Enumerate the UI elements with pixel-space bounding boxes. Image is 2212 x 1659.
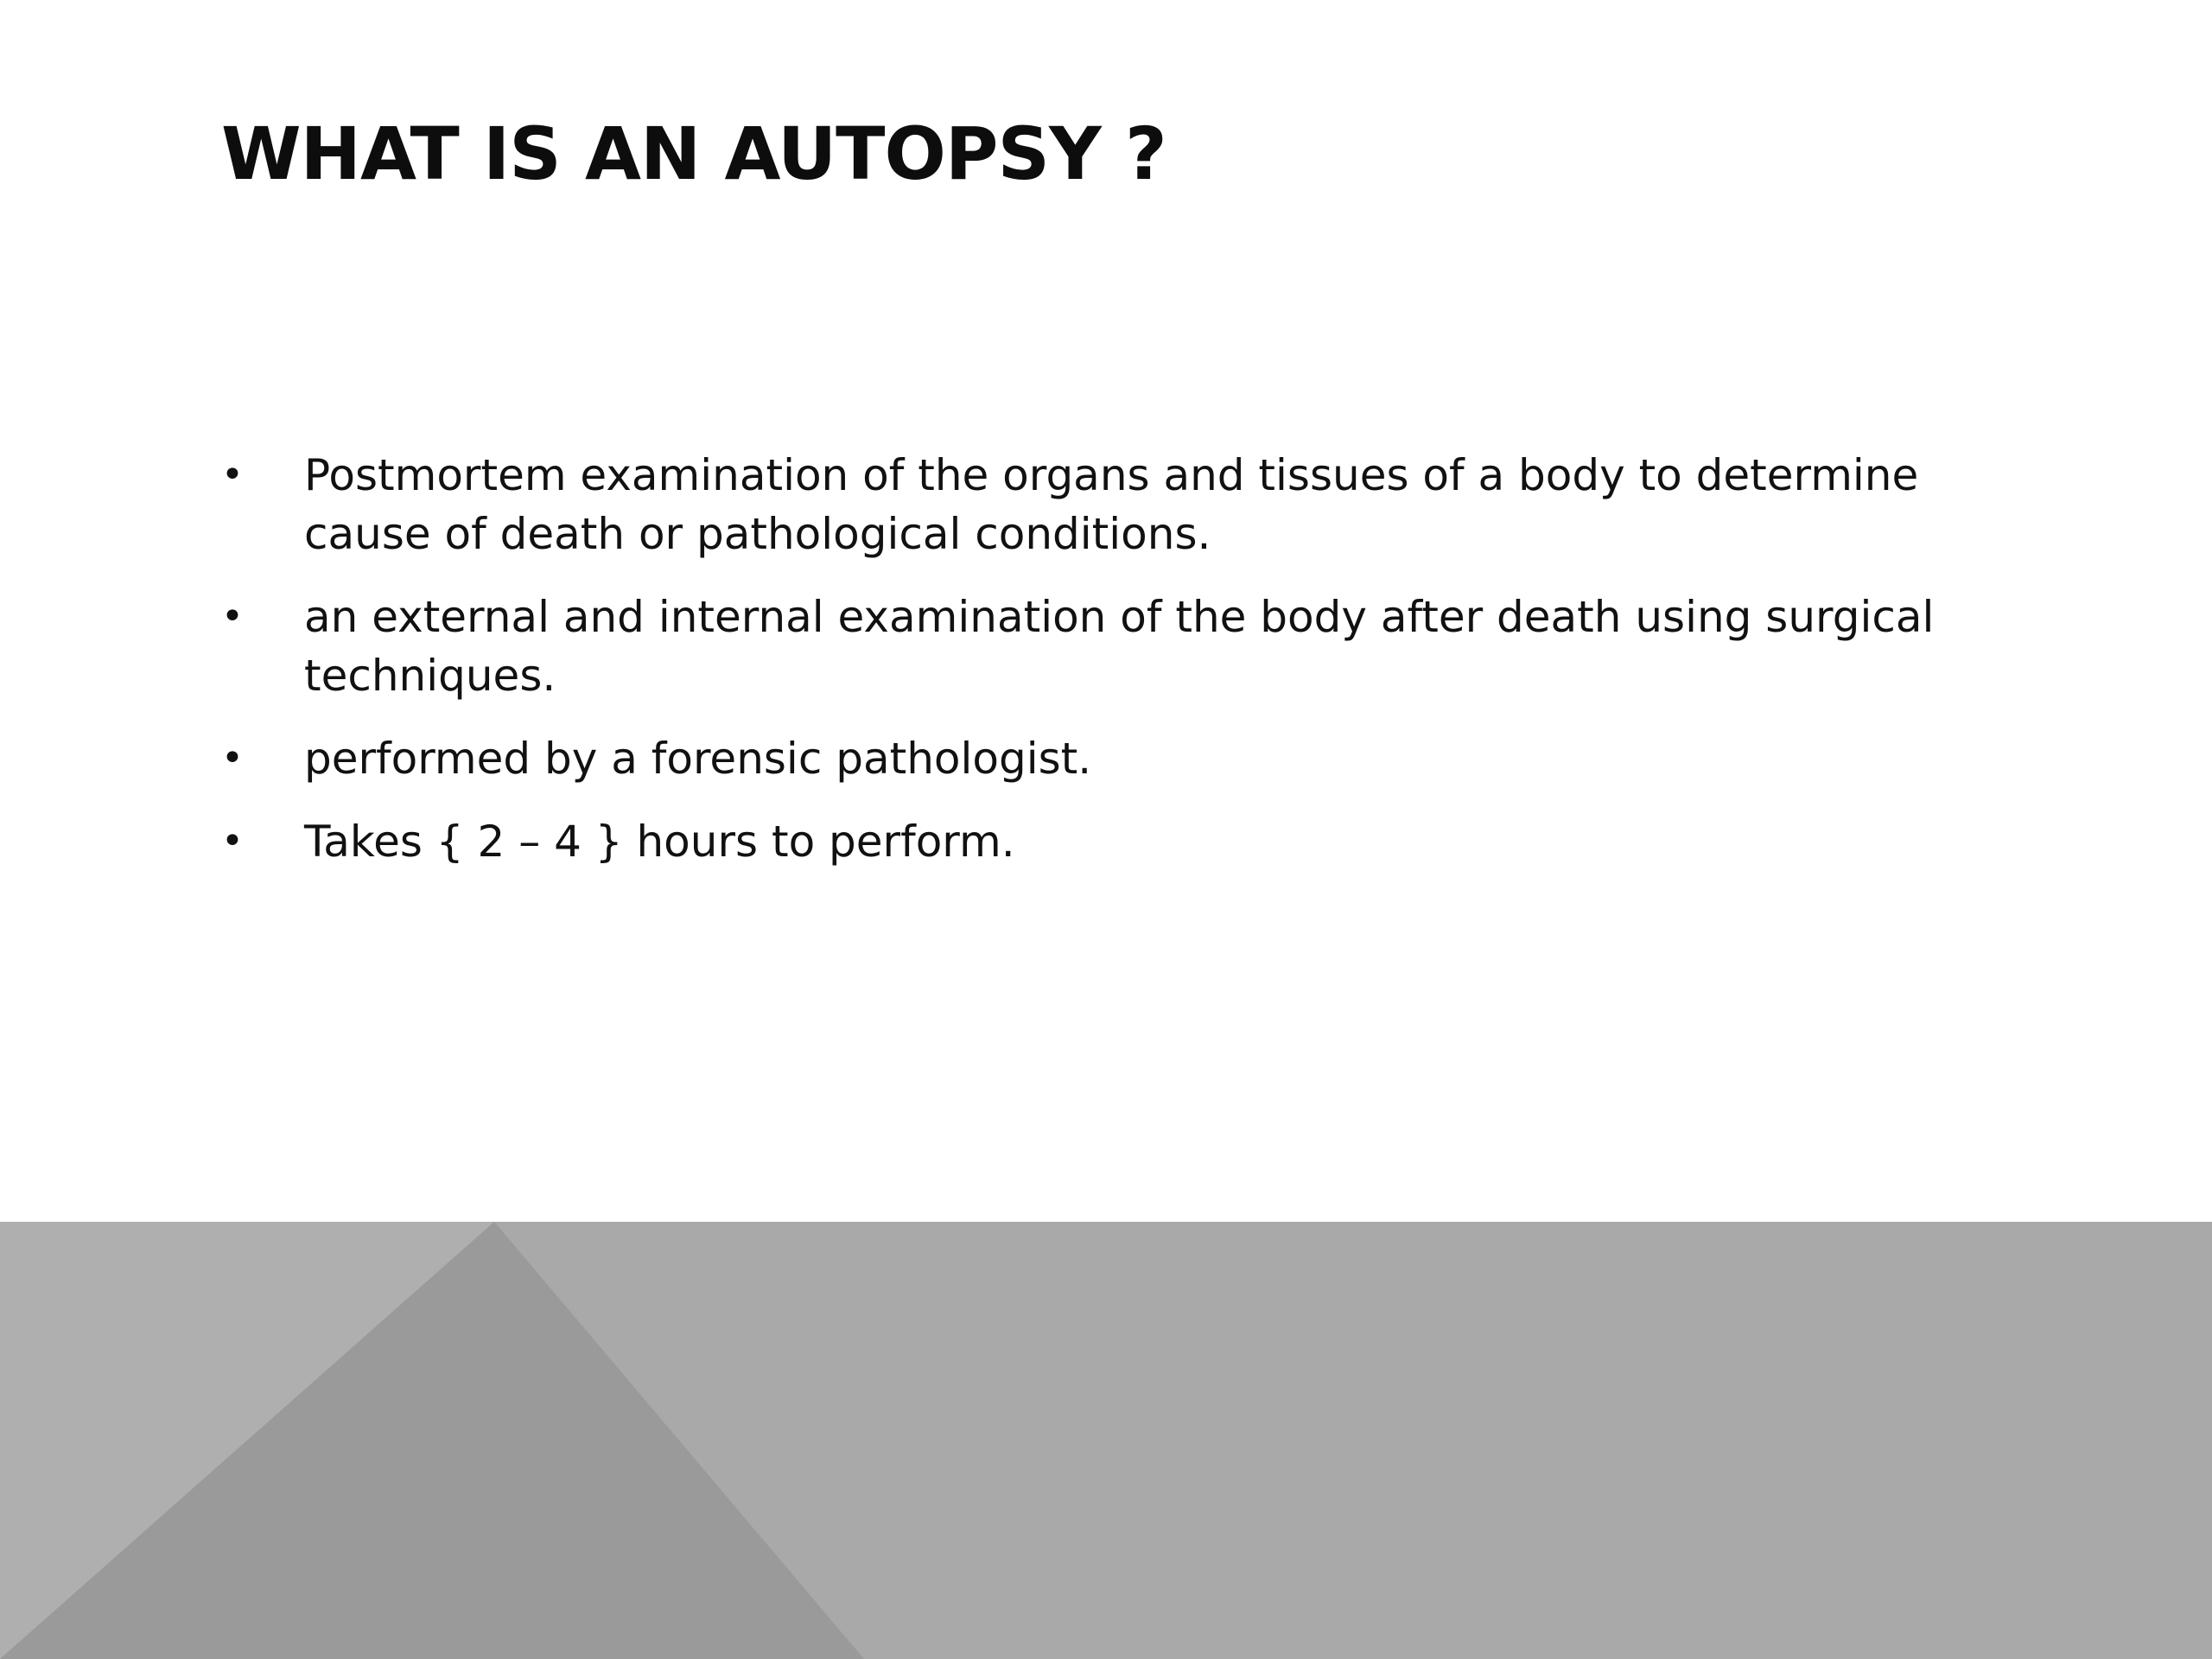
- bullet-text: Takes { 2 – 4 } hours to perform.: [304, 817, 1015, 867]
- bullet-icon: •: [221, 453, 244, 497]
- bullet-icon: •: [221, 819, 244, 863]
- bullet-list: [221, 446, 2001, 895]
- footer-triangles-decoration: [0, 1222, 2212, 1659]
- bullet-item: [221, 446, 2001, 563]
- footer-band: [0, 1222, 2212, 1659]
- bullet-item: [221, 812, 2001, 871]
- bullet-icon: •: [221, 736, 244, 780]
- bullet-text: Postmortem examination of the organs and tissues of a body to determine cause of death or pathological conditions.: [304, 450, 1919, 559]
- bullet-text: performed by a forensic pathologist.: [304, 734, 1092, 784]
- slide-title: WHAT IS AN AUTOPSY ?: [221, 111, 1166, 196]
- bullet-item: [221, 588, 2001, 705]
- bullet-item: [221, 729, 2001, 788]
- bullet-icon: •: [221, 594, 244, 639]
- bullet-text: an external and internal examination of the body after death using surgical techniques.: [304, 592, 1935, 701]
